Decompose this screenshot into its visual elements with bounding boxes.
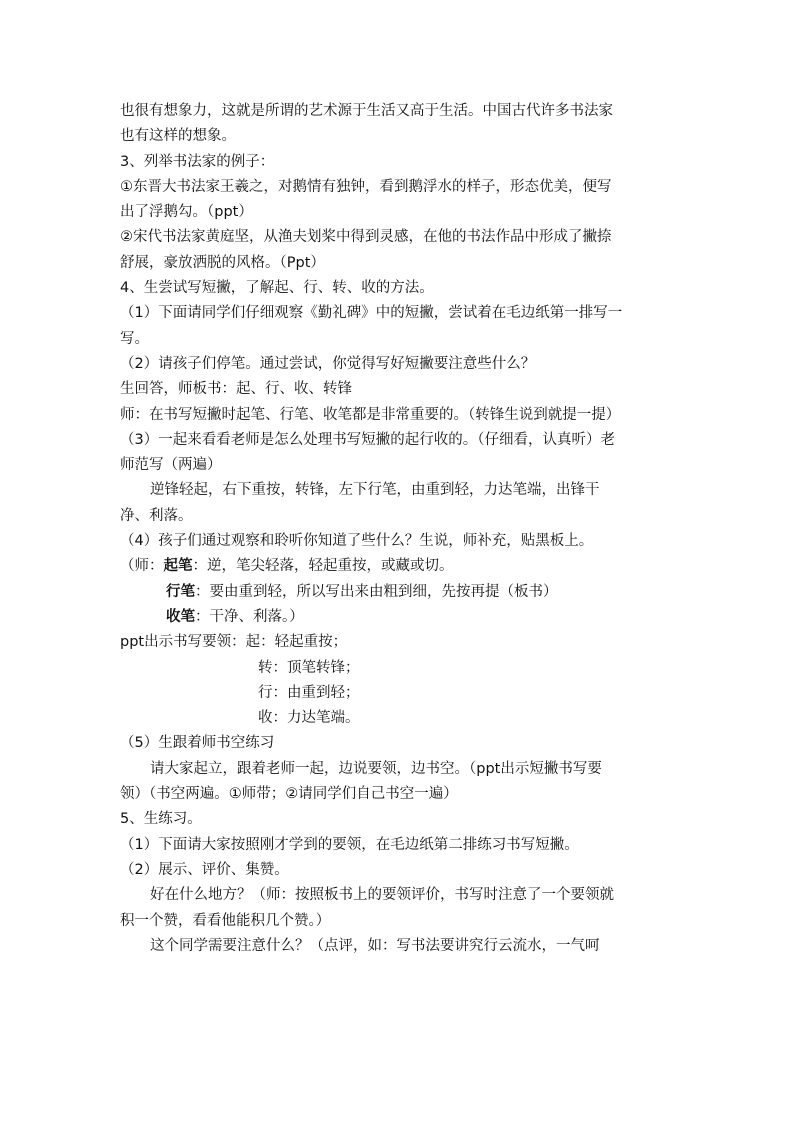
text-line: ②宋代书法家黄庭坚，从渔夫划桨中得到灵感，在他的书法作品中形成了撇捺	[120, 229, 612, 246]
text-line: 逆锋轻起，右下重按，转锋，左下行笔，由重到轻，力达笔端，出锋干	[150, 482, 600, 499]
text-line: （1）下面请同学们仔细观察《勤礼碑》中的短撇，尝试着在毛边纸第一排写一	[120, 305, 623, 322]
text-line-shoubi	[120, 605, 680, 630]
section-heading: 4、生尝试写短撇，了解起、行、转、收的方法。	[120, 280, 434, 297]
text-line: （3）一起来看看老师是怎么处理书写短撇的起行收的。（仔细看，认真听）老	[120, 431, 615, 448]
text-line: 好在什么地方？（师：按照板书上的要领评价，书写时注意了一个要领就	[150, 887, 614, 904]
qibi-label: 起笔	[163, 558, 193, 575]
text-line: （4）孩子们通过观察和聆听你知道了些什么？生说，师补充，贴黑板上。	[120, 533, 594, 550]
text-line: ppt出示书写要领：起：轻起重按；	[120, 634, 348, 651]
text-line: 舒展，豪放洒脱的风格。（Ppt）	[120, 254, 325, 271]
section-heading: 5、生练习。	[120, 811, 202, 828]
text-line-qibi	[120, 554, 680, 579]
text-line: （2）请孩子们停笔。通过尝试，你觉得写好短撇要注意些什么？	[120, 355, 536, 372]
shoubi-text: ：干净、利落。）	[195, 608, 304, 625]
xingbi-label: 行笔	[166, 583, 195, 600]
document-body	[120, 99, 680, 959]
qibi-text: ：逆，笔尖轻落，轻起重按，或藏或切。	[192, 558, 454, 575]
text-line: ①东晋大书法家王羲之，对鹅情有独钟，看到鹅浮水的样子，形态优美，便写	[120, 178, 612, 195]
text-line: 领）（书空两遍。①师带；②请同学们自己书空一遍）	[120, 786, 458, 803]
section-heading: 3、列举书法家的例子：	[120, 153, 275, 170]
text-line: 生回答，师板书：起、行、收、转锋	[120, 381, 352, 398]
text-line: 请大家起立，跟着老师一起，边说要领，边书空。（ppt出示短撇书写要	[150, 760, 602, 777]
text-line: 也很有想象力，这就是所谓的艺术源于生活又高于生活。中国古代许多书法家	[120, 103, 613, 119]
text-line: 收：力达笔端。	[258, 710, 360, 727]
text-line: 行：由重到轻；	[258, 684, 360, 701]
text-line: 出了浮鹅勾。（ppt）	[120, 204, 253, 221]
text-line: 净、利落。	[120, 507, 193, 524]
text-line-xingbi	[120, 580, 680, 605]
text-line: （2）展示、评价、集赞。	[120, 861, 289, 878]
xingbi-text: ：要由重到轻，所以写出来由粗到细，先按再提（板书）	[195, 583, 558, 600]
text-line: 写。	[120, 330, 149, 347]
text-line: （1）下面请大家按照刚才学到的要领，在毛边纸第二排练习书写短撇。	[120, 836, 579, 853]
text-line: 这个同学需要注意什么？（点评，如：写书法要讲究行云流水，一气呵	[150, 937, 600, 954]
text-line: 师：在书写短撇时起笔、行笔、收笔都是非常重要的。（转锋生说到就提一提）	[120, 406, 621, 423]
text-line: 转：顶笔转锋；	[258, 659, 360, 676]
shoubi-label: 收笔	[166, 608, 195, 625]
text-line: 积一个赞，看看他能积几个赞。）	[120, 912, 331, 929]
text-line: （5）生跟着师书空练习	[120, 735, 275, 752]
prefix-text: （师：	[120, 558, 164, 575]
text-line: 师范写（两遍）	[120, 457, 222, 474]
text-line: 也有这样的想象。	[120, 128, 236, 145]
